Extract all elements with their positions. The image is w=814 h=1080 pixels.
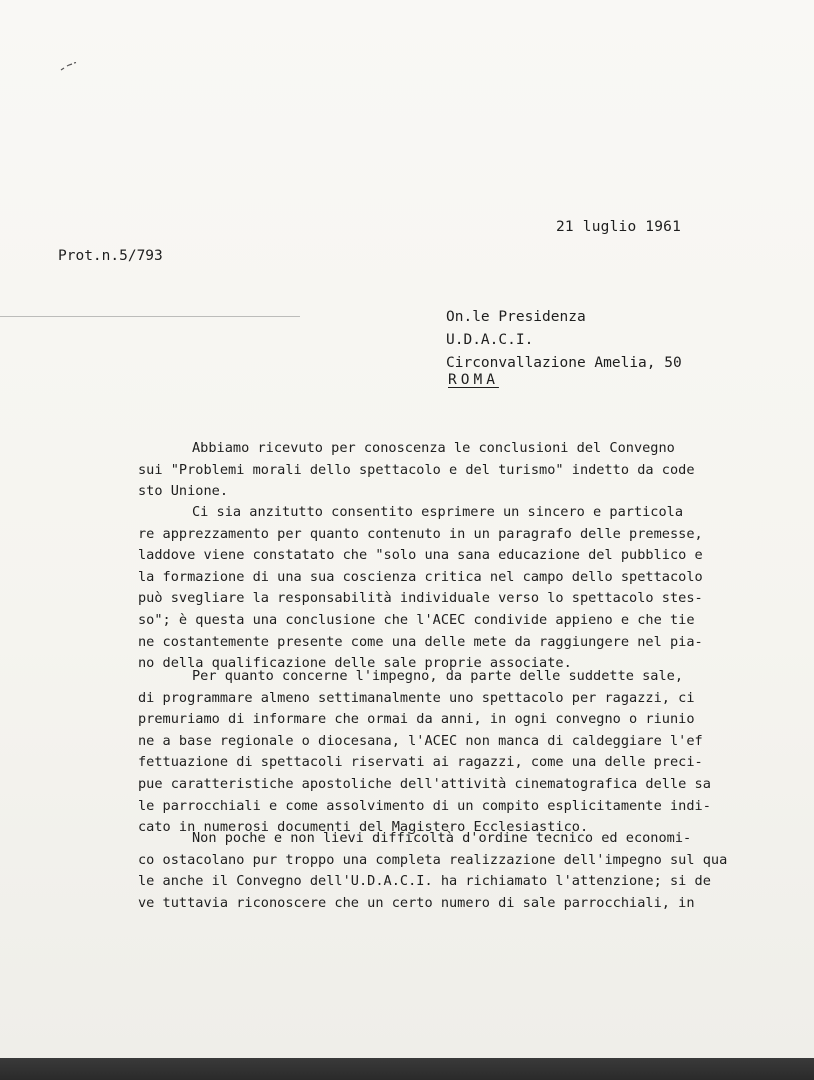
addressee-city: ROMA (448, 372, 499, 388)
letter-date: 21 luglio 1961 (556, 219, 682, 235)
text-line: no della qualificazione delle sale proprie associate. (138, 655, 572, 672)
text-line: pue caratteristiche apostoliche dell'attività cinematografica delle sa (138, 775, 711, 792)
text-line: so"; è questa una conclusione che l'ACEC condivide appieno e che tie (138, 611, 695, 628)
text-line: ne a base regionale o diocesana, l'ACEC non manca di caldeggiare l'ef (138, 732, 703, 749)
addressee-line: Circonvallazione Amelia, 50 (446, 355, 682, 371)
paragraph-4 (138, 828, 728, 914)
addressee-line: On.le Presidenza (446, 309, 586, 325)
text-line: ne costantemente presente come una delle mete da raggiungere nel pia- (138, 633, 703, 650)
ink-speck (60, 62, 78, 72)
text-line: di programmare almeno settimanalmente uno spettacolo per ragazzi, ci (138, 689, 695, 706)
text-line: le anche il Convegno dell'U.D.A.C.I. ha richiamato l'attenzione; si de (138, 873, 711, 890)
text-line: premuriamo di informare che ormai da anni, in ogni convegno o riunio (138, 711, 695, 728)
paragraph-1 (138, 438, 718, 503)
scanner-edge (0, 1058, 814, 1080)
addressee-block (446, 306, 682, 375)
protocol-number: Prot.n.5/793 (58, 248, 163, 264)
text-line: la formazione di una sua coscienza critica nel campo dello spettacolo (138, 568, 703, 585)
paragraph-2 (138, 502, 718, 675)
text-line: Ci sia anzitutto consentito esprimere un sincero e particola (192, 504, 684, 520)
text-line: le parrocchiali e come assolvimento di un compito esplicitamente indi- (138, 797, 711, 814)
text-line: Abbiamo ricevuto per conoscenza le conclusioni del Convegno (192, 440, 675, 456)
text-line: co ostacolano pur troppo una completa realizzazione dell'impegno sul qua (138, 851, 728, 868)
text-line: può svegliare la responsabilità individuale verso lo spettacolo stes- (138, 590, 703, 607)
text-line: Non poche e non lievi difficoltà d'ordine tecnico ed economi- (192, 830, 692, 846)
text-line: cato in numerosi documenti del Magistero Ecclesiastico. (138, 819, 589, 836)
text-line: laddove viene constatato che "solo una sana educazione del pubblico e (138, 547, 703, 564)
text-line: re apprezzamento per quanto contenuto in un paragrafo delle premesse, (138, 525, 703, 542)
text-line: ve tuttavia riconoscere che un certo numero di sale parrocchiali, in (138, 894, 695, 911)
text-line: Per quanto concerne l'impegno, da parte delle suddette sale, (192, 668, 684, 684)
text-line: sto Unione. (138, 483, 229, 500)
text-line: sui "Problemi morali dello spettacolo e del turismo" indetto da code (138, 461, 695, 478)
paragraph-3 (138, 666, 718, 839)
text-line: fettuazione di spettacoli riservati ai ragazzi, come una delle preci- (138, 754, 703, 771)
fold-line (0, 316, 300, 317)
addressee-line: U.D.A.C.I. (446, 332, 534, 348)
